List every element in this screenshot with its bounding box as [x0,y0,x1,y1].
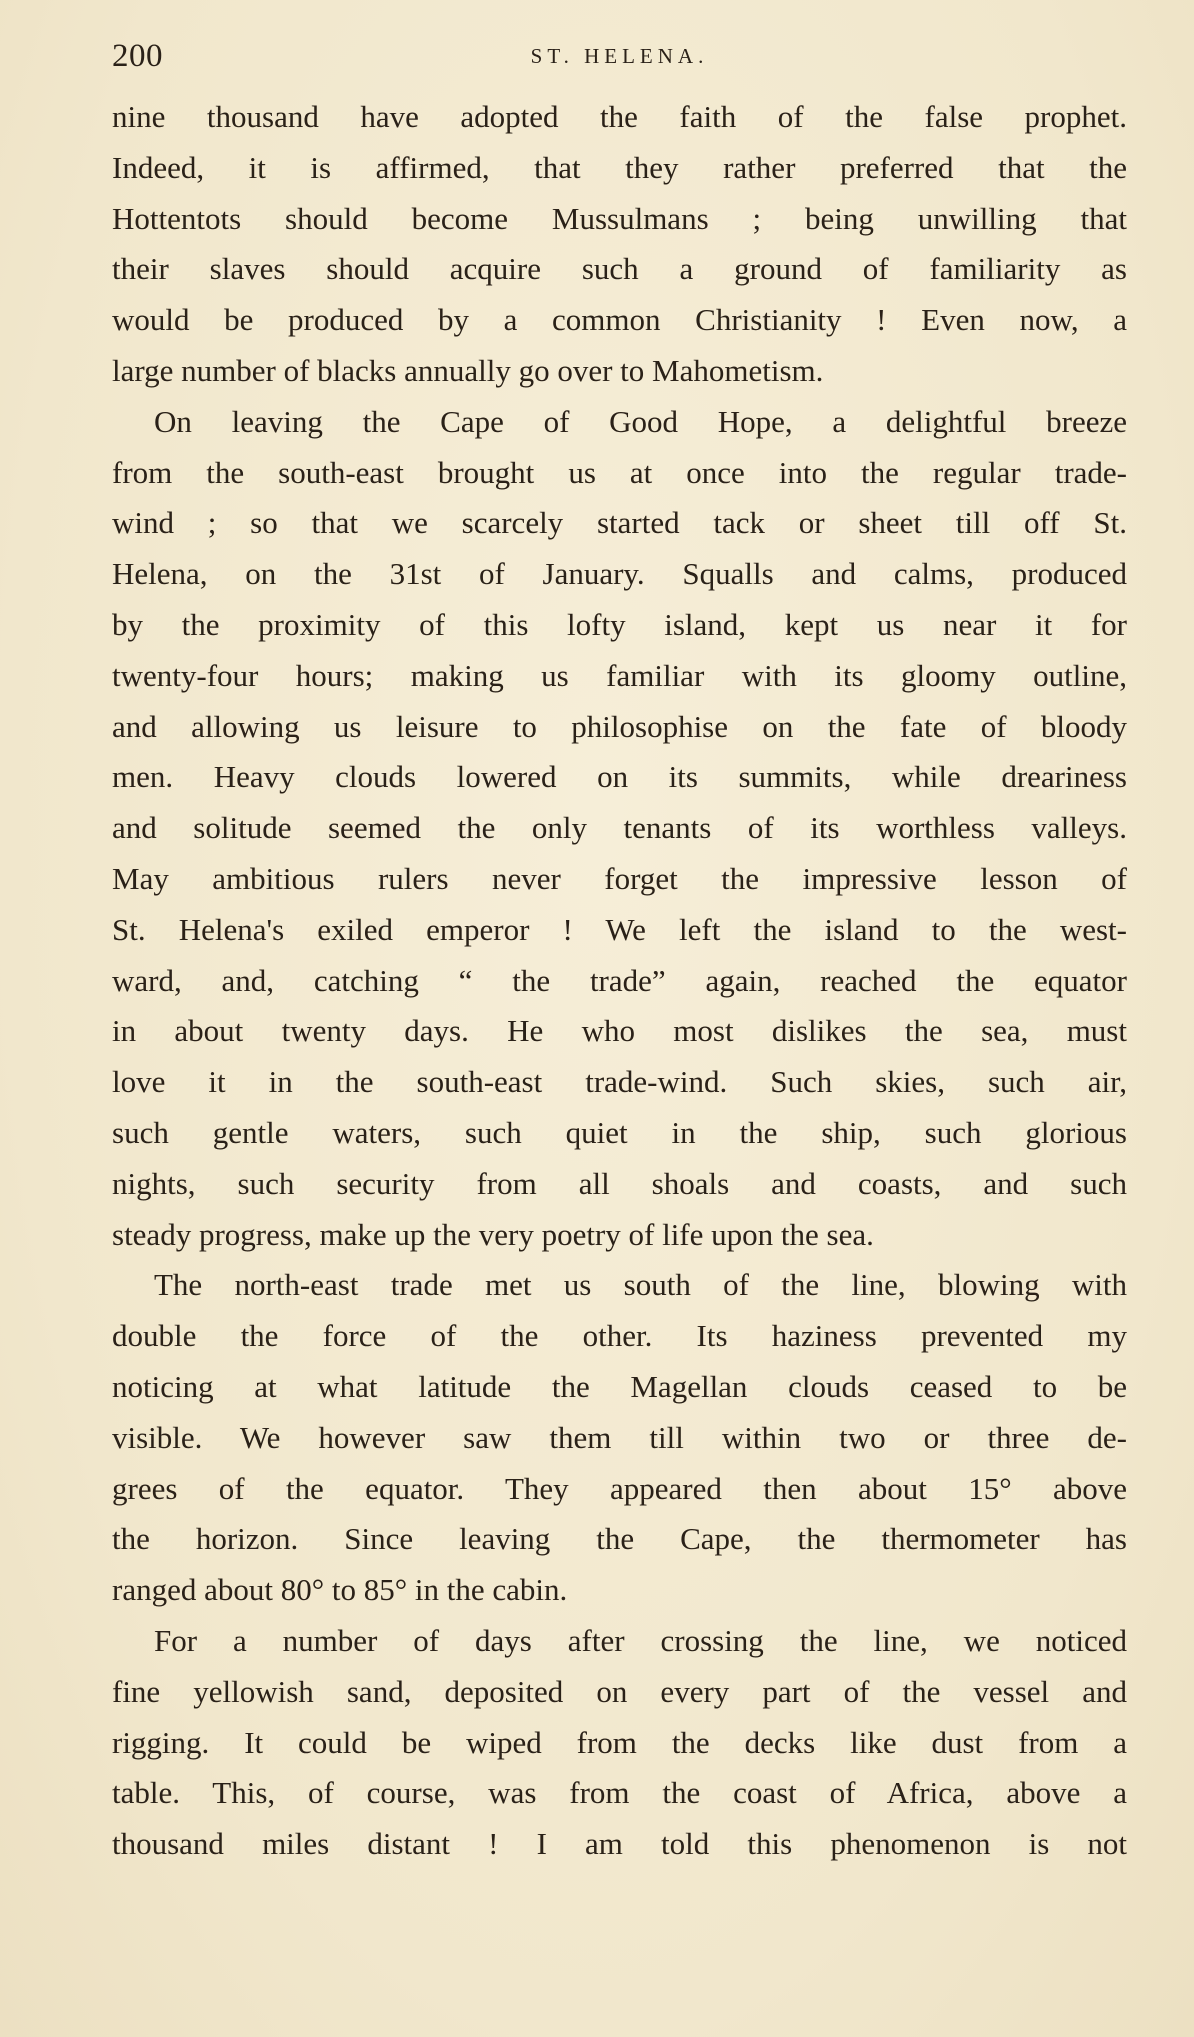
page-number: 200 [112,38,163,74]
text-line: by the proximity of this lofty island, kept us near it for [112,606,1127,642]
text-line: love it in the south-east trade-wind. Such skies, such air, [112,1064,1127,1100]
text-line: The north-east trade met us south of the line, blowing with [154,1267,1127,1303]
text-line: table. This, of course, was from the coast of Africa, above a [112,1775,1127,1811]
text-line: thousand miles distant ! I am told this phenomenon is not [112,1826,1127,1862]
text-line: May ambitious rulers never forget the impressive lesson of [112,860,1127,896]
text-line: wind ; so that we scarcely started tack or sheet till off St. [112,505,1127,541]
text-line: nine thousand have adopted the faith of the false prophet. [112,99,1127,134]
text-line: their slaves should acquire such a ground of familiarity as [112,251,1127,287]
text-line: ranged about 80° to 85° in the cabin. [112,1572,568,1608]
text-line: men. Heavy clouds lowered on its summits, while dreariness [112,759,1127,795]
text-line: Helena, on the 31st of January. Squalls and calms, produced [112,556,1127,592]
running-title: ST. HELENA. [530,44,709,68]
text-line: the horizon. Since leaving the Cape, the thermometer has [112,1521,1127,1557]
text-line: For a number of days after crossing the line, we noticed [154,1622,1127,1658]
text-line: grees of the equator. They appeared then about 15° above [112,1470,1127,1506]
text-line: nights, such security from all shoals and coasts, and such [112,1165,1127,1201]
text-line: and solitude seemed the only tenants of its worthless valleys. [112,810,1127,846]
text-line: large number of blacks annually go over to Mahometism. [112,352,824,388]
text-line: in about twenty days. He who most dislikes the sea, must [112,1013,1127,1049]
text-line: Indeed, it is affirmed, that they rather preferred that the [112,149,1127,185]
text-line: Hottentots should become Mussulmans ; being unwilling that [112,200,1127,236]
text-line: fine yellowish sand, deposited on every part of the vessel and [112,1673,1127,1709]
text-line: noticing at what latitude the Magellan clouds ceased to be [112,1368,1127,1404]
text-line: would be produced by a common Christianity ! Even now, a [112,302,1127,338]
body-text [112,92,1127,1870]
text-line: twenty-four hours; making us familiar with its gloomy outline, [112,657,1127,693]
text-line: such gentle waters, such quiet in the ship, such glorious [112,1114,1127,1150]
text-line: rigging. It could be wiped from the decks like dust from a [112,1724,1127,1760]
text-line: visible. We however saw them till within two or three de- [112,1419,1127,1455]
text-line: St. Helena's exiled emperor ! We left the island to the west- [112,911,1127,947]
text-line: On leaving the Cape of Good Hope, a delightful breeze [154,403,1127,439]
text-line: steady progress, make up the very poetry of life upon the sea. [112,1216,874,1252]
text-line: and allowing us leisure to philosophise on the fate of bloody [112,708,1127,744]
text-line: double the force of the other. Its haziness prevented my [112,1318,1127,1354]
running-head [112,38,1127,78]
text-line: from the south-east brought us at once into the regular trade- [112,454,1127,490]
text-line: ward, and, catching “ the trade” again, reached the equator [112,962,1127,998]
